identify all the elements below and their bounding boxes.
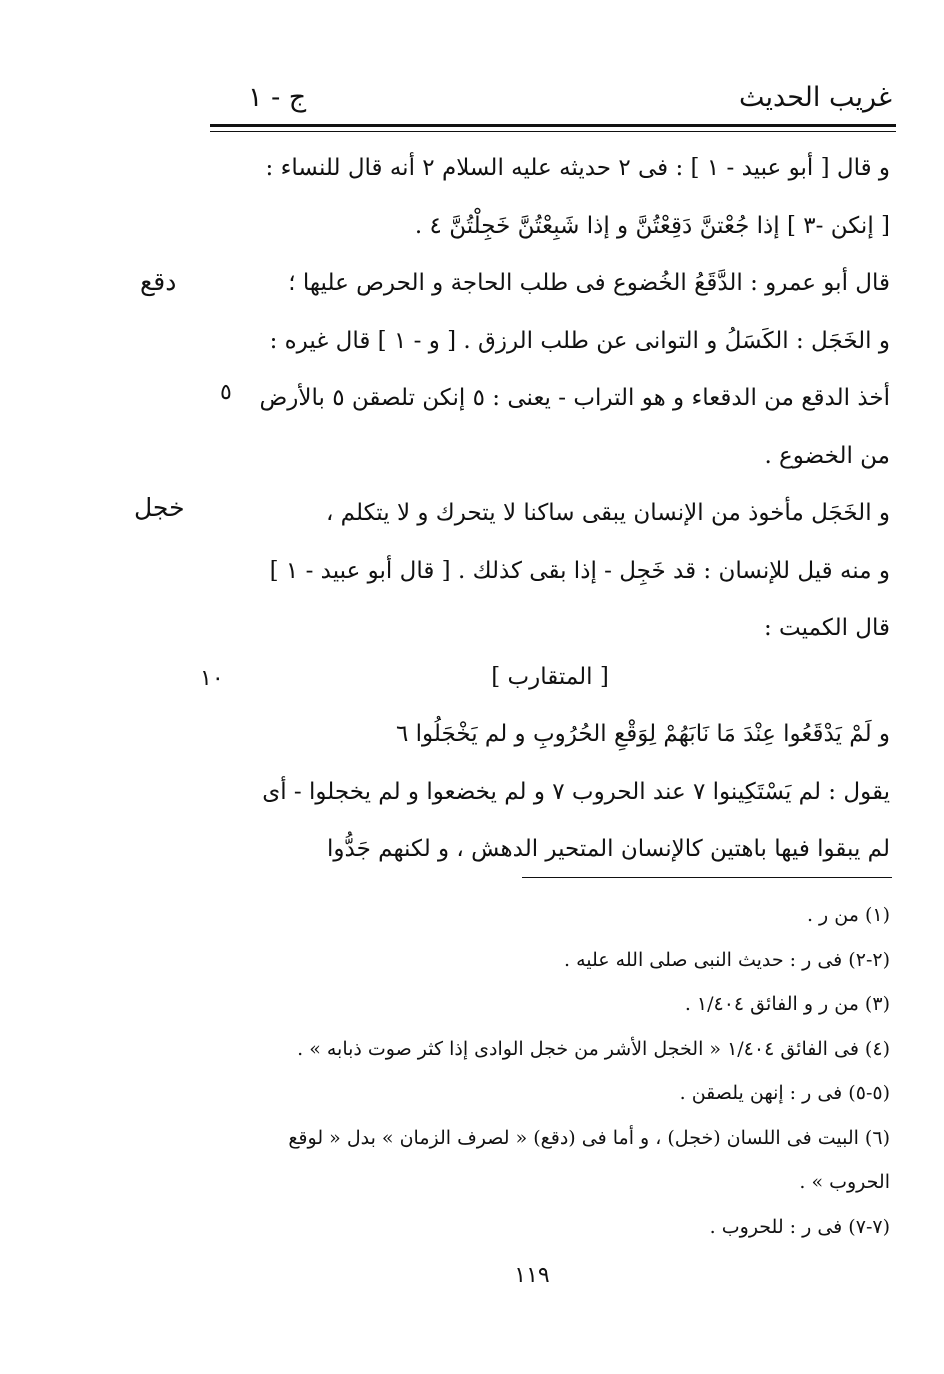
footnote-7: (٧-٧) فى ر : للحروب . xyxy=(709,1215,890,1238)
running-head-volume: ج - ١ xyxy=(248,82,307,113)
footnote-separator xyxy=(522,877,892,878)
text-line-2: [ إنكن -٣ ] إذا جُعْتنَّ دَقِعْتُنَّ و إذا شَبِعْتُنَّ خَجِلْتُنَّ ٤ . xyxy=(414,212,890,239)
footnote-6-continued: الحروب » . xyxy=(799,1171,890,1193)
page-number: ١١٩ xyxy=(514,1263,550,1288)
verse-meter-label: [ المتقارب ] xyxy=(491,664,609,690)
text-line-1: و قال [ أبو عبيد - ١ ] : فى ٢ حديثه عليه السلام ٢ أنه قال للنساء : xyxy=(265,155,890,181)
main-text xyxy=(210,140,890,658)
margin-keyword-khajal: خجل xyxy=(134,493,185,522)
header-rule-thin xyxy=(210,131,896,132)
footnote-1: (١) من ر . xyxy=(806,904,890,926)
footnote-4: (٤) فى الفائق ١/٤٠٤ « الخجل الأشر من خجل الوادى إذا كثر صوت ذبابه » . xyxy=(297,1037,890,1060)
text-line-5: أخذ الدقع من الدقعاء و هو التراب - يعنى : ٥ إنكن تلصقن ٥ بالأرض xyxy=(259,385,890,411)
text-line-4: و الخَجَل : الكَسَلُ و التوانى عن طلب الرزق . [ و - ١ ] قال غيره : xyxy=(269,327,890,354)
text-line-7: و الخَجَل مأخوذ من الإنسان يبقى ساكنا لا يتحرك و لا يتكلم ، xyxy=(325,500,890,526)
margin-keyword-daqa: دقع xyxy=(140,267,177,296)
text-line-8: و منه قيل للإنسان : قد خَجِل - إذا بقى كذلك . [ قال أبو عبيد - ١ ] xyxy=(269,557,890,584)
verse-line: و لَمْ يَدْقَعُوا عِنْدَ مَا نَابَهُمْ لِوَقْعِ الحُرُوبِ و لم يَخْجَلُوا ٦ xyxy=(395,721,890,747)
line-number-10: ١٠ xyxy=(200,666,224,691)
text-line-9: قال الكميت : xyxy=(763,615,890,641)
commentary-line-2: لم يبقوا فيها باهتين كالإنسان المتحير الدهش ، و لكنهم جَدُّوا xyxy=(327,836,890,862)
verse-block xyxy=(210,706,890,879)
footnote-5: (٥-٥) فى ر : إنهن يلصقن . xyxy=(679,1082,890,1104)
commentary-line-1: يقول : لم يَسْتَكِينوا ٧ عند الحروب ٧ و لم يخضعوا و لم يخجلوا - أى xyxy=(262,778,890,805)
text-line-3: قال أبو عمرو : الدَّقَعُ الخُضوع فى طلب الحاجة و الحرص عليها ؛ xyxy=(288,270,890,296)
header-rule-thick xyxy=(210,124,896,127)
line-number-5: ٥ xyxy=(220,380,232,405)
footnotes xyxy=(210,893,890,1249)
text-line-6: من الخضوع . xyxy=(764,442,890,469)
footnote-2: (٢-٢) فى ر : حديث النبى صلى الله عليه . xyxy=(564,948,890,971)
footnote-3: (٣) من ر و الفائق ١/٤٠٤ . xyxy=(684,993,890,1015)
footnote-6: (٦) البيت فى اللسان (خجل) ، و أما فى (دقع) « لصرف الزمان » بدل « لوقع xyxy=(288,1126,890,1149)
running-head-title: غريب الحديث xyxy=(739,82,892,113)
